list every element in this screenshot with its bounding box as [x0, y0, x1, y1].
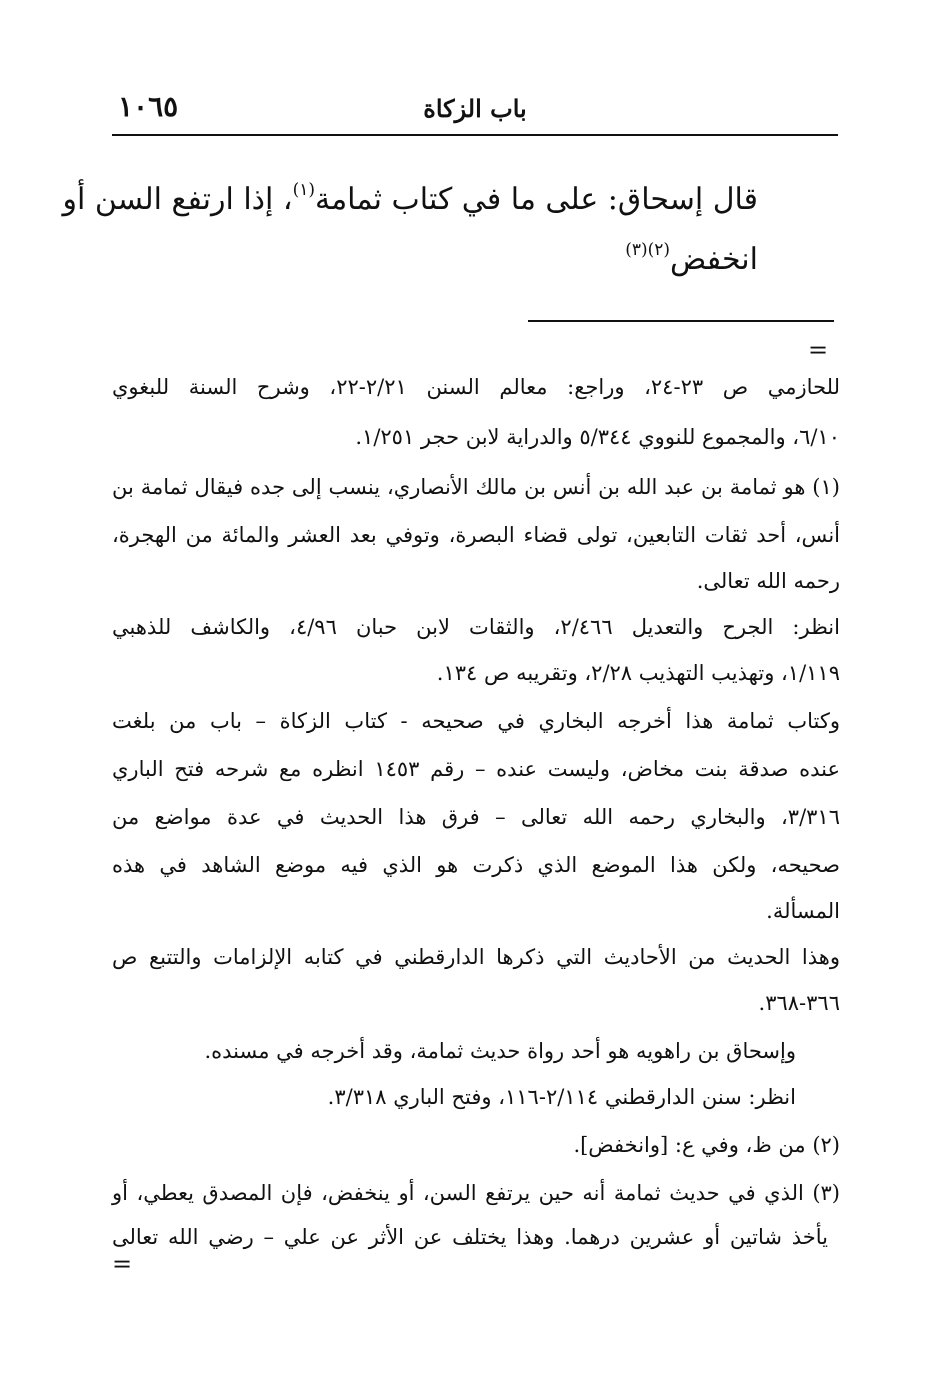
footnote-1-line: رحمه الله تعالى.: [696, 569, 840, 593]
main-text-line-2: [98, 240, 758, 277]
footnote-1-line: أنس، أحد ثقات التابعين، تولى قضاء البصرة، وتوفي بعد العشر والمائة من الهجرة،: [112, 523, 840, 547]
continuation-mark-bottom: =: [112, 1250, 133, 1278]
footnote-1-line: (١) هو ثمامة بن عبد الله بن أنس بن مالك الأنصاري، ينسب إلى جده فيقال ثمامة بن: [112, 475, 840, 499]
footnote-line: للحازمي ص ٢٣-٢٤، وراجع: معالم السنن ٢/٢١-٢٢، وشرح السنة للبغوي: [112, 375, 840, 399]
main-text-segment: انخفض: [670, 242, 758, 277]
continuation-mark-top: =: [808, 336, 829, 364]
footnote-1-line: صحيحه، ولكن هذا الموضع الذي ذكرت هو الذي فيه موضع الشاهد في هذه: [112, 853, 840, 877]
footnote-1-line: انظر: سنن الدارقطني ٢/١١٤-١١٦، وفتح الباري ٣/٣١٨.: [327, 1085, 796, 1109]
footnote-1-line: وهذا الحديث من الأحاديث التي ذكرها الدارقطني في كتابه الإلزامات والتتبع ص: [112, 945, 840, 969]
page-number: ١٠٦٥: [118, 90, 179, 123]
footnote-line: ٦/١٠، والمجموع للنووي ٥/٣٤٤ والدراية لابن حجر ١/٢٥١.: [355, 425, 840, 449]
header-rule: [112, 134, 838, 136]
footnote-1-line: انظر: الجرح والتعديل ٢/٤٦٦، والثقات لابن حبان ٤/٩٦، والكاشف للذهبي: [112, 615, 840, 639]
footnote-1-line: المسألة.: [766, 899, 840, 923]
footnote-1-line: عنده صدقة بنت مخاض، وليست عنده – رقم ١٤٥٣ انظره مع شرحه فتح الباري: [112, 757, 840, 781]
footnote-separator: [528, 320, 834, 322]
main-text-segment: قال إسحاق: على ما في كتاب ثمامة: [315, 182, 758, 217]
footnote-1-line: ١/١١٩، وتهذيب التهذيب ٢/٢٨، وتقريبه ص ١٣٤.: [436, 661, 840, 685]
footnote-1-line: ٣/٣١٦، والبخاري رحمه الله تعالى – فرق هذا الحديث في عدة مواضع من: [112, 805, 840, 829]
footnote-2: (٢) من ظ، وفي ع: [وانخفض].: [573, 1133, 840, 1157]
footnote-ref-2-3: (٢)(٣): [625, 240, 671, 260]
footnote-1-line: وإسحاق بن راهويه هو أحد رواة حديث ثمامة، وقد أخرجه في مسنده.: [204, 1039, 796, 1063]
footnote-3-line: (٣) الذي في حديث ثمامة أنه حين يرتفع السن، أو ينخفض، فإن المصدق يعطي، أو: [112, 1181, 840, 1205]
footnote-3-line: يأخذ شاتين أو عشرين درهما. وهذا يختلف عن الأثر عن علي – رضي الله تعالى: [112, 1225, 828, 1249]
running-title: باب الزكاة: [423, 94, 527, 123]
page-header: [112, 88, 838, 134]
footnote-1-line: وكتاب ثمامة هذا أخرجه البخاري في صحيحه - كتاب الزكاة – باب من بلغت: [112, 709, 840, 733]
main-text-line-1: [62, 180, 758, 217]
footnote-ref-1: (١): [292, 180, 316, 200]
footnote-1-line: ٣٦٦-٣٦٨.: [758, 991, 840, 1015]
main-text-segment: ، إذا ارتفع السن أو: [62, 182, 293, 217]
